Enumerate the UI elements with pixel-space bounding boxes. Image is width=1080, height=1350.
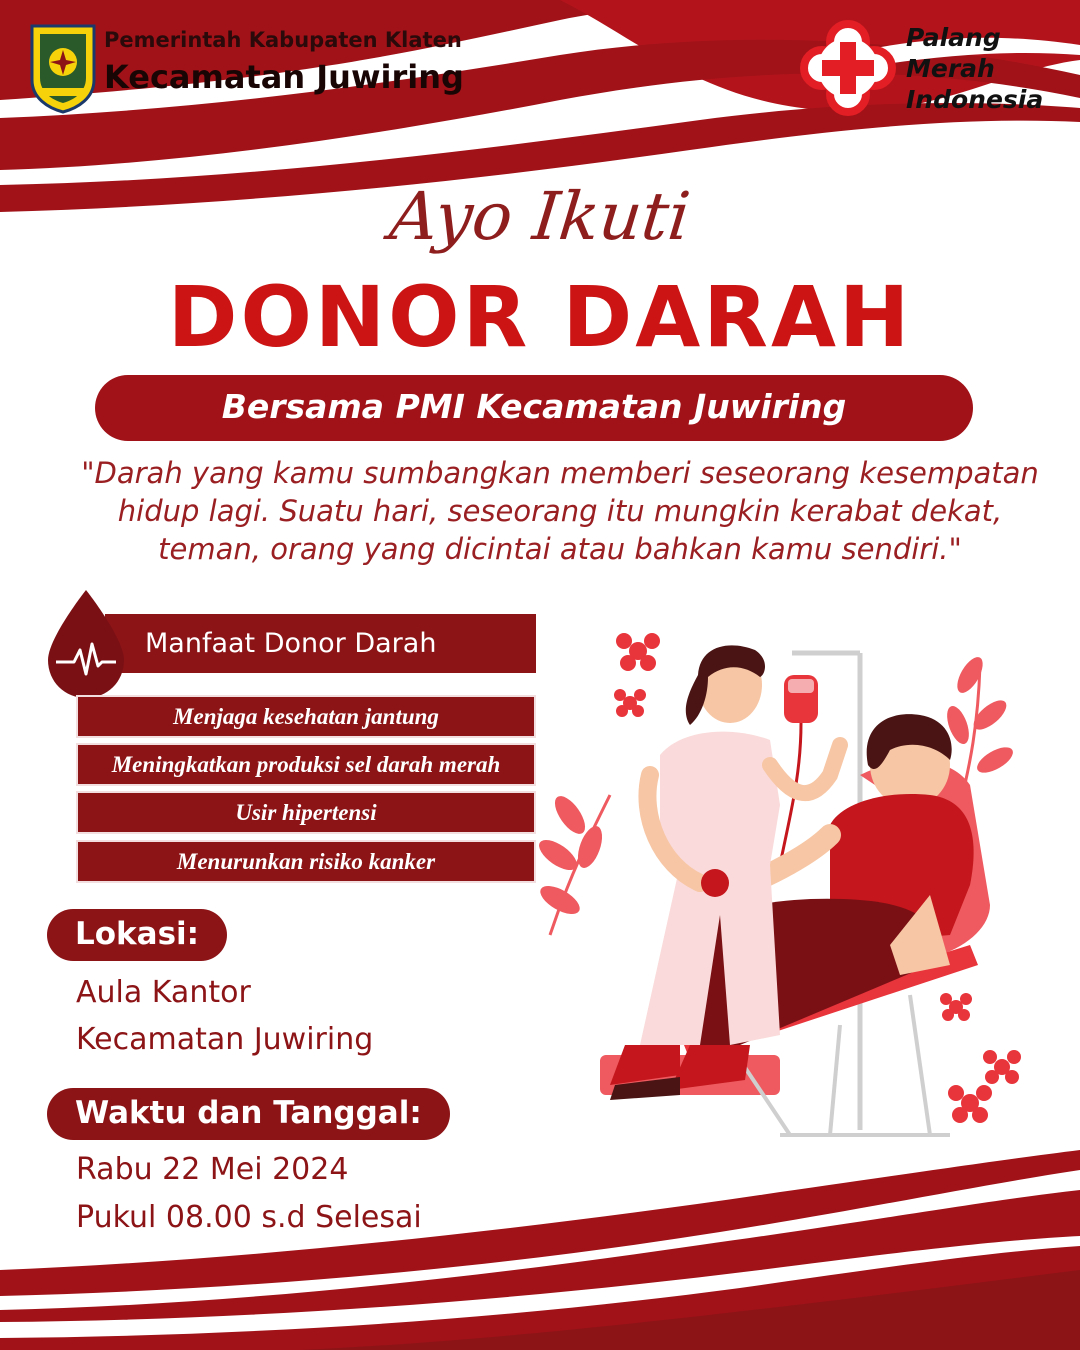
quote-line-1: "Darah yang kamu sumbangkan memberi seseorang kesempatan [81, 456, 1039, 490]
pmi-name [906, 22, 1043, 115]
district-name: Kecamatan Juwiring [104, 58, 464, 96]
quote-line-2: hidup lagi. Suatu hari, seseorang itu mungkin kerabat dekat, [117, 494, 1003, 528]
benefit-item: Usir hipertensi [76, 791, 536, 834]
pmi-name-line-2: Merah [906, 54, 995, 83]
quote-text [40, 454, 1080, 568]
pmi-cross-icon [800, 20, 896, 116]
blood-donation-illustration [530, 615, 1050, 1150]
location-line-2: Kecamatan Juwiring [76, 1022, 374, 1057]
invite-title: Ayo Ikuti [386, 178, 694, 255]
pmi-name-line-3: Indonesia [906, 85, 1044, 114]
schedule-date: Rabu 22 Mei 2024 [76, 1152, 349, 1187]
benefit-item: Menjaga kesehatan jantung [76, 695, 536, 738]
subtitle-text: Bersama PMI Kecamatan Juwiring [221, 387, 847, 426]
benefit-item: Meningkatkan produksi sel darah merah [76, 743, 536, 786]
quote-line-3: teman, orang yang dicintai atau bahkan kamu sendiri." [158, 532, 962, 566]
event-title: DONOR DARAH [167, 268, 913, 366]
pmi-name-line-1: Palang [906, 23, 1001, 52]
location-label: Lokasi: [47, 909, 227, 961]
benefit-item: Menurunkan risiko kanker [76, 840, 536, 883]
schedule-label: Waktu dan Tanggal: [47, 1088, 450, 1140]
schedule-time: Pukul 08.00 s.d Selesai [76, 1200, 422, 1235]
blood-drop-heartbeat-icon [44, 588, 128, 700]
government-line: Pemerintah Kabupaten Klaten [104, 28, 462, 52]
benefits-heading: Manfaat Donor Darah [145, 628, 437, 659]
klaten-crest-icon [28, 22, 98, 114]
location-line-1: Aula Kantor [76, 975, 251, 1010]
